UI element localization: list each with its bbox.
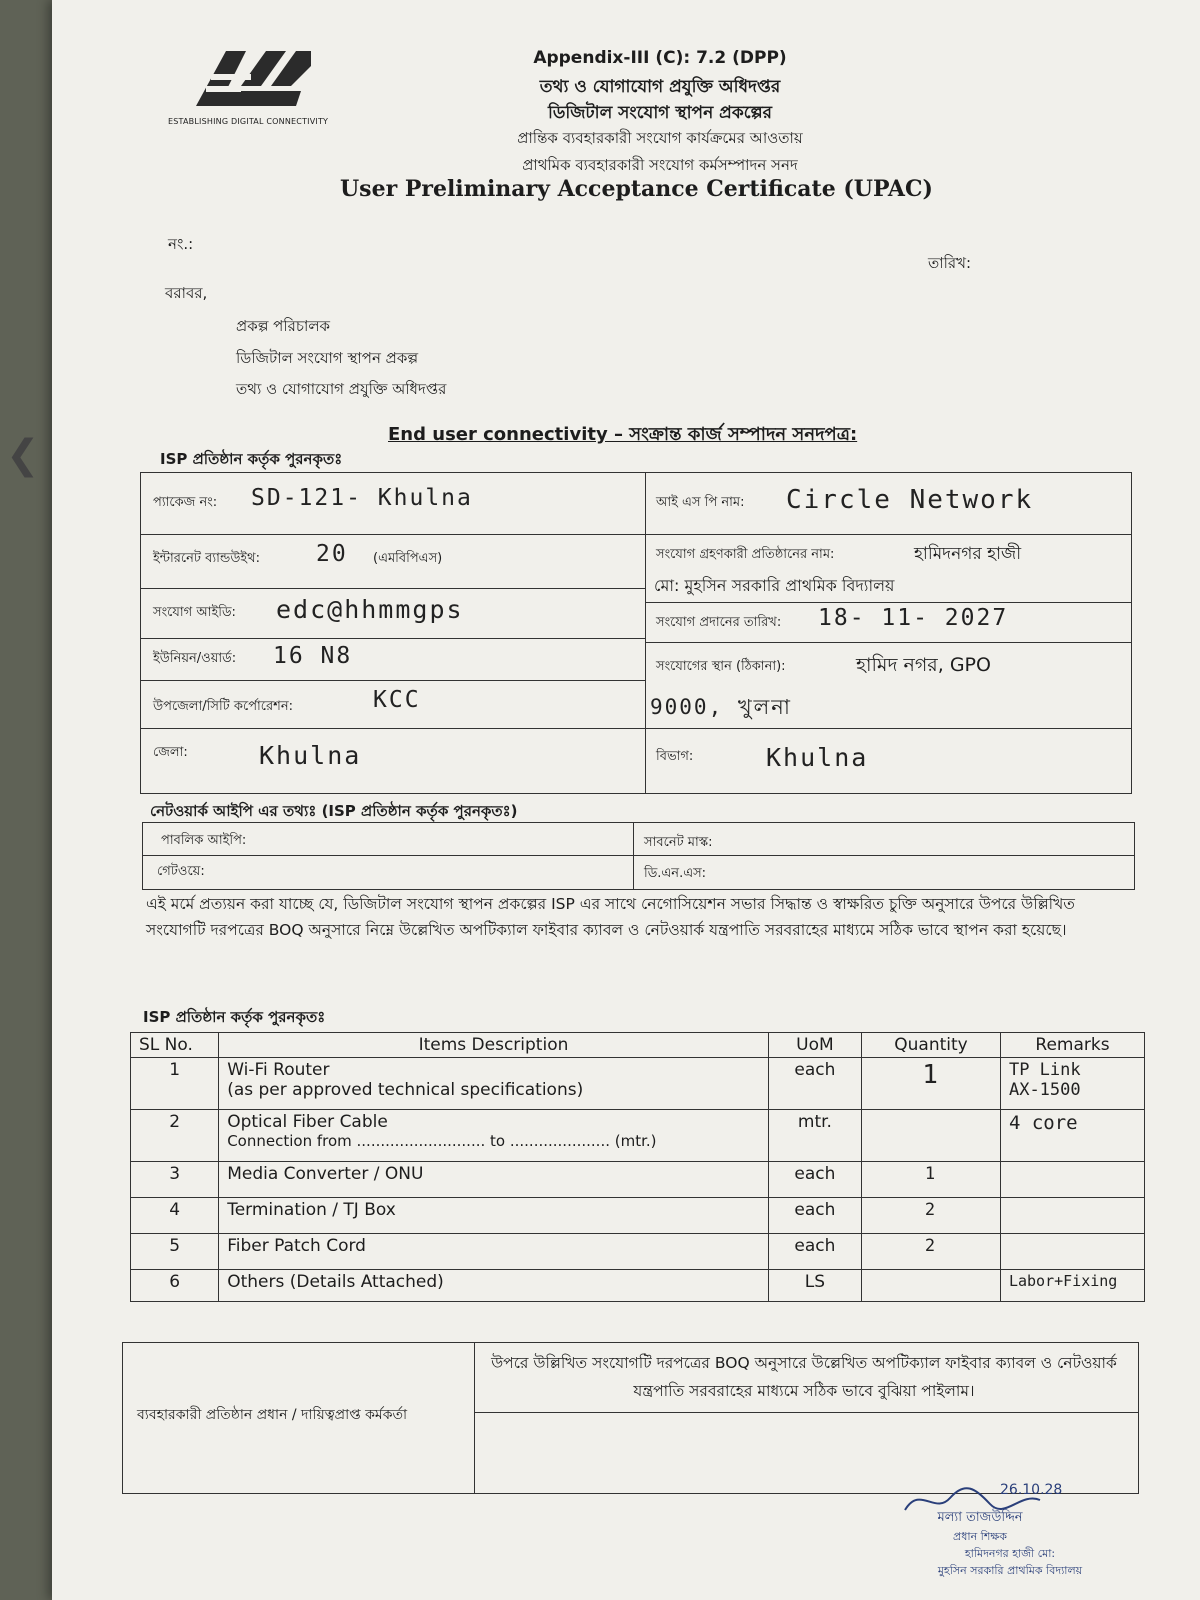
receiver-value-2: মো: মুহসিন সরকারি প্রাথমিক বিদ্যালয় (654, 576, 895, 595)
certification-paragraph: এই মর্মে প্রত্যয়ন করা যাচ্ছে যে, ডিজিটাল সংযোগ স্থাপন প্রকল্পের ISP এর সাথে নেগোসিয়েশন সভার সিদ্ধান্ত ও স্বাক্ষরিত চুক্তি অনুসারে উপরে উল্লিখিত সংযোগটি দরপত্রের BOQ অনুসারে নিম্নে উল্লেখিত অপটিক্যাল ফাইবার ক্যাবল ও নেটওয়ার্ক যন্ত্রপাতি সরবরাহের মাধ্যমে সঠিক ভাবে স্থাপন করা হয়েছে। (146, 895, 1075, 939)
bandwidth-value: 20 (316, 541, 348, 567)
connection-id-label: সংযোগ আইডি: (153, 605, 236, 620)
connection-date-label: সংযোগ প্রদানের তারিখ: (656, 615, 782, 630)
stamp-school-line-1: হামিদনগর হাজী মো: (964, 1547, 1056, 1560)
upazila-cell (141, 681, 646, 729)
subnet-cell (634, 823, 1134, 856)
section-title: End user connectivity – সংক্রান্ত কার্জ সম্পাদন সনদপত্র: (388, 424, 858, 445)
package-cell (141, 473, 646, 535)
number-label: নং.: (168, 235, 194, 253)
district-value: Khulna (259, 741, 362, 770)
row-description (219, 1110, 769, 1162)
address-label: সংযোগের স্থান (ঠিকানা): (656, 659, 786, 674)
row-sl: 5 (131, 1234, 219, 1270)
division-cell (646, 729, 1131, 793)
acceptance-left-cell (123, 1343, 475, 1493)
table-row (131, 1058, 1145, 1110)
district-label: জেলা: (153, 745, 188, 760)
to-label: বরাবর, (165, 284, 208, 302)
connection-table (140, 472, 1132, 794)
items-header-row (131, 1033, 1145, 1058)
row-description: Fiber Patch Cord (219, 1234, 769, 1270)
network-info-label: নেটওয়ার্ক আইপি এর তথ্যঃ (ISP প্রতিষ্ঠান কর্তৃক পুরনকৃতঃ) (150, 802, 518, 820)
stamp-role: প্রধান শিক্ষক (953, 1530, 1007, 1543)
edc-logo (186, 46, 316, 126)
address-value: হামিদ নগর, GPO (856, 654, 991, 676)
address-value-2: 9000, খুলনা (650, 695, 792, 719)
items-fill-label: ISP প্রতিষ্ঠান কর্তৃক পুরনকৃতঃ (143, 1008, 326, 1026)
division-label: বিভাগ: (656, 749, 694, 764)
acceptance-statement: উপরে উল্লিখিত সংযোগটি দরপত্রের BOQ অনুসারে উল্লেখিত অপটিক্যাল ফাইবার ক্যাবল ও নেটওয়ার্ক যন্ত্রপাতি সরবরাহের মাধ্যমে সঠিক ভাবে বুঝিয়া পাইলাম। (491, 1354, 1117, 1400)
addressee-line-1: প্রকল্প পরিচালক (236, 317, 331, 335)
upazila-value: KCC (373, 687, 421, 713)
row-sl: 3 (131, 1162, 219, 1198)
receiver-value: হামিদনগর হাজী (914, 544, 1022, 564)
row-quantity: 1 (862, 1162, 1001, 1198)
row-desc-main: Wi-Fi Router (227, 1060, 330, 1080)
acceptance-officer-label: ব্যবহারকারী প্রতিষ্ঠান প্রধান / দায়িত্বপ্রাপ্ত কর্মকর্তা (137, 1407, 408, 1423)
isp-name-cell (646, 473, 1131, 535)
row-quantity: 2 (862, 1234, 1001, 1270)
certificate-bn-line: প্রাথমিক ব্যবহারকারী সংযোগ কর্মসম্পাদন সনদ (522, 156, 798, 174)
district-cell (141, 729, 646, 793)
row-remarks: Labor+Fixing (1000, 1270, 1144, 1302)
network-table (142, 822, 1135, 890)
appendix-line: Appendix-III (C): 7.2 (DPP) (533, 48, 787, 68)
project-line: ডিজিটাল সংযোগ স্থাপন প্রকল্পের (547, 103, 773, 123)
receiver-cell (646, 535, 1131, 603)
bandwidth-unit: (এমবিপিএস) (373, 551, 443, 566)
public-ip-cell (143, 823, 634, 856)
row-sl: 2 (131, 1110, 219, 1162)
table-row (131, 1162, 1145, 1198)
row-desc-main: Optical Fiber Cable (227, 1112, 388, 1132)
receiver-label: সংযোগ গ্রহণকারী প্রতিষ্ঠানের নাম: (656, 547, 835, 562)
header-sl: SL No. (131, 1033, 219, 1058)
date-label: তারিখ: (928, 254, 972, 272)
row-description: Media Converter / ONU (219, 1162, 769, 1198)
row-sl: 6 (131, 1270, 219, 1302)
header-uom: UoM (768, 1033, 861, 1058)
gateway-cell (143, 856, 634, 889)
department-line: তথ্য ও যোগাযোগ প্রযুক্তি অধিদপ্তর (539, 77, 781, 97)
items-table (130, 1032, 1145, 1302)
bandwidth-cell (141, 535, 646, 589)
union-label: ইউনিয়ন/ওয়ার্ড: (153, 651, 237, 666)
row-description: Termination / TJ Box (219, 1198, 769, 1234)
row-uom: each (768, 1234, 861, 1270)
connection-id-cell (141, 589, 646, 639)
row-uom: each (768, 1058, 861, 1110)
isp-name-label: আই এস পি নাম: (656, 495, 745, 510)
row-uom: mtr. (768, 1110, 861, 1162)
row-remarks-main: TP Link (1008, 1060, 1081, 1080)
header-remarks: Remarks (1000, 1033, 1144, 1058)
table-row (131, 1234, 1145, 1270)
row-desc-sub: Connection from ........................... to ..................... (mtr.) (227, 1132, 657, 1150)
row-uom: each (768, 1198, 861, 1234)
row-sl: 1 (131, 1058, 219, 1110)
public-ip-label: পাবলিক আইপি: (161, 833, 247, 848)
division-value: Khulna (766, 743, 869, 772)
row-description (219, 1058, 769, 1110)
row-quantity (862, 1110, 1001, 1162)
dns-label: ডি.এন.এস: (644, 866, 707, 881)
dns-cell (634, 856, 1134, 889)
row-uom: LS (768, 1270, 861, 1302)
connection-date-value: 18- 11- 2027 (818, 605, 1009, 631)
logo-caption: ESTABLISHING DIGITAL CONNECTIVITY (168, 117, 329, 126)
union-value: 16 N8 (273, 643, 353, 669)
table-row (131, 1270, 1145, 1302)
program-line: প্রান্তিক ব্যবহারকারী সংযোগ কার্যক্রমের আওতায় (517, 129, 803, 147)
row-sl: 4 (131, 1198, 219, 1234)
isp-name-value: Circle Network (786, 485, 1034, 515)
acceptance-statement-cell (475, 1343, 1138, 1413)
upazila-label: উপজেলা/সিটি কর্পোরেশন: (153, 699, 294, 714)
stamp-school-line-2: মুহসিন সরকারি প্রাথমিক বিদ্যালয় (937, 1564, 1083, 1577)
row-remarks (1000, 1198, 1144, 1234)
table-row (131, 1198, 1145, 1234)
stamp-name: মল্যা তাজউদ্দিন (937, 1510, 1023, 1525)
page-title: User Preliminary Acceptance Certificate (UPAC) (340, 176, 933, 202)
connection-date-cell (646, 603, 1131, 643)
union-cell (141, 639, 646, 681)
row-remarks (1000, 1234, 1144, 1270)
row-remarks (1000, 1162, 1144, 1198)
row-remarks (1000, 1058, 1144, 1110)
subnet-label: সাবনেট মাস্ক: (644, 835, 713, 850)
address-cell (646, 643, 1131, 729)
bandwidth-label: ইন্টারনেট ব্যান্ডউইথ: (153, 551, 260, 566)
row-quantity: 1 (862, 1058, 1001, 1110)
addressee-line-3: তথ্য ও যোগাযোগ প্রযুক্তি অধিদপ্তর (236, 380, 447, 398)
row-quantity (862, 1270, 1001, 1302)
row-uom: each (768, 1162, 861, 1198)
row-remarks-main: 4 core (1008, 1112, 1078, 1134)
isp-fill-label: ISP প্রতিষ্ঠান কর্তৃক পুরনকৃতঃ (160, 450, 343, 468)
acceptance-box (122, 1342, 1139, 1494)
table-row (131, 1110, 1145, 1162)
row-remarks-sub: AX-1500 (1008, 1080, 1081, 1100)
row-remarks (1000, 1110, 1144, 1162)
connection-id-value: edc@hhmmgps (276, 595, 464, 624)
chevron-left-icon: ❮ (6, 432, 40, 478)
header-quantity: Quantity (862, 1033, 1001, 1058)
addressee-line-2: ডিজিটাল সংযোগ স্থাপন প্রকল্প (236, 349, 419, 367)
gateway-label: গেটওয়ে: (157, 864, 205, 879)
row-desc-sub: (as per approved technical specifications) (227, 1080, 584, 1100)
header-description: Items Description (219, 1033, 769, 1058)
package-value: SD-121- Khulna (251, 485, 473, 511)
signature-date: 26.10.28 (1000, 1482, 1063, 1498)
row-quantity: 2 (862, 1198, 1001, 1234)
row-description: Others (Details Attached) (219, 1270, 769, 1302)
package-label: প্যাকেজ নং: (153, 495, 218, 510)
